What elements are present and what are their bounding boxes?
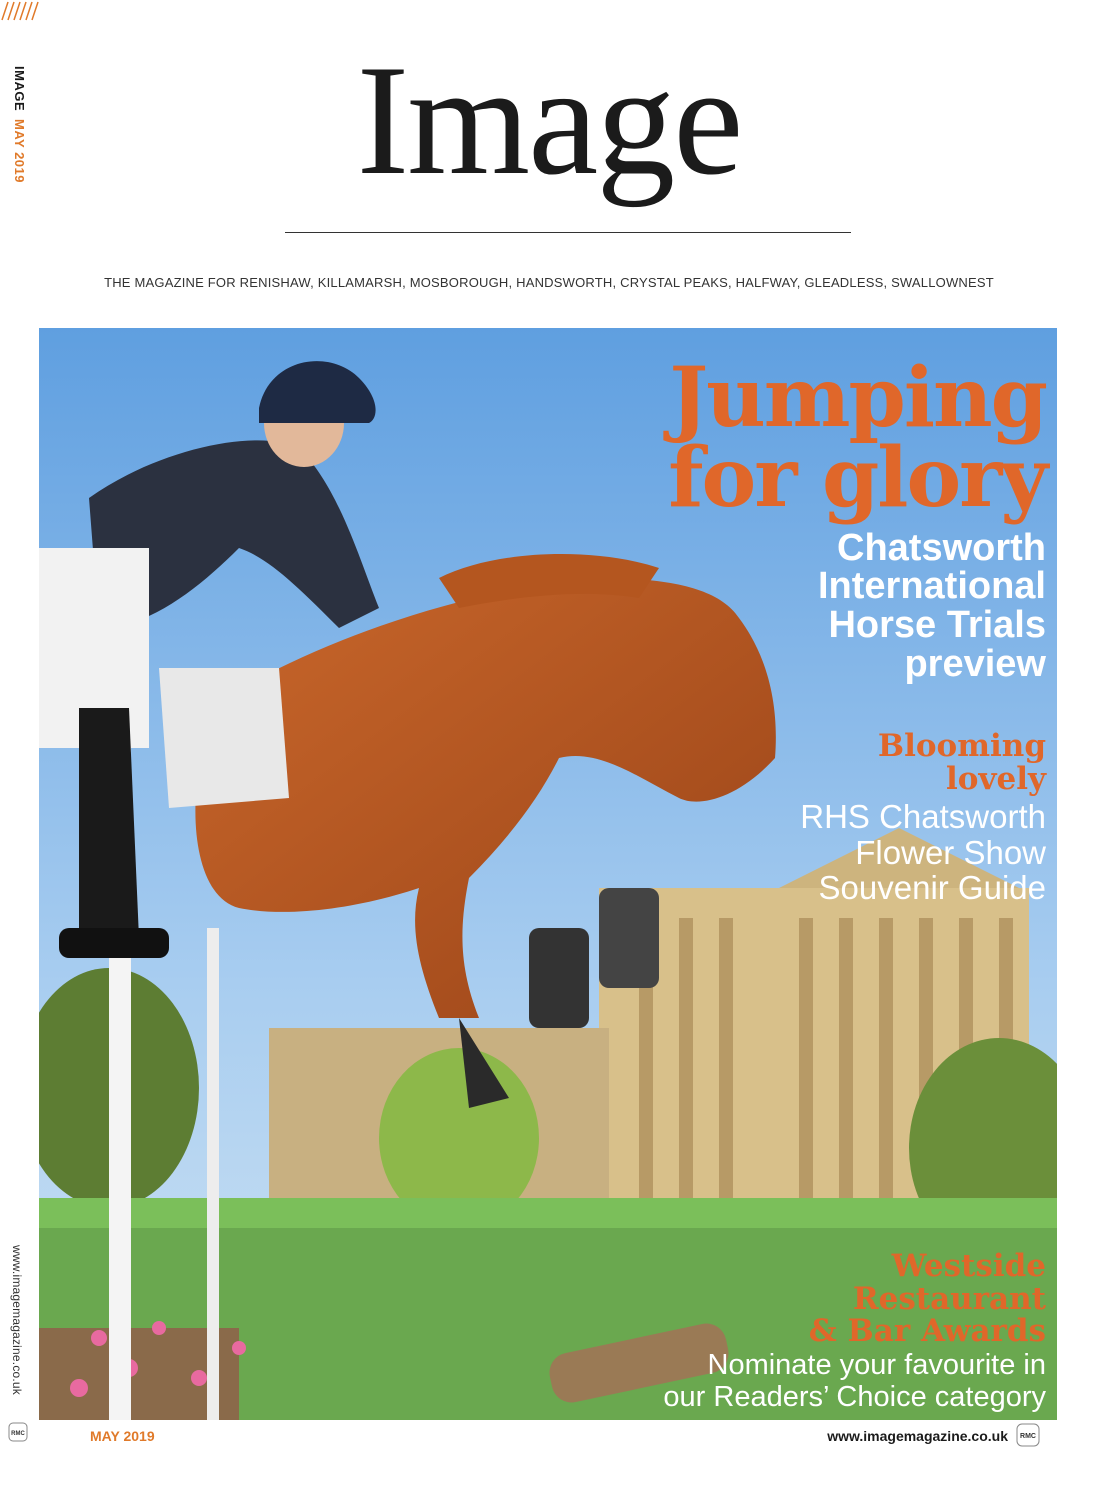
cover-main-story [486,350,1046,685]
spine-issue: MAY 2019 [12,119,27,184]
subheadline-line: preview [904,642,1046,685]
story-text [546,1350,1046,1414]
footer-issue-date: MAY 2019 [90,1428,155,1444]
story-text-line: Souvenir Guide [818,869,1046,907]
spine-brand: IMAGE [12,66,27,112]
cover-subheadline [486,526,1046,685]
cover-story-flower-show [646,730,1046,906]
story-text-line: RHS Chatsworth [800,797,1046,835]
tagline: THE MAGAZINE FOR RENISHAW, KILLAMARSH, MOSBOROUGH, HANDSWORTH, CRYSTAL PEAKS, HALFWAY, GLEADLESS, SWALLOWNEST [104,275,994,290]
story-text-line: our Readers’ Choice category [663,1380,1046,1413]
story-title-line: Westside [891,1248,1046,1284]
masthead-rule [285,232,851,233]
headline-line: Jumping [669,350,1046,446]
svg-text:RMC: RMC [11,1431,25,1437]
story-title-line: Restaurant [852,1280,1046,1317]
spine-url: www.imagemagazine.co.uk [10,1245,24,1396]
headline-line: for glory [668,430,1046,527]
publisher-logo-icon [1016,1423,1040,1447]
story-title-line: Blooming [877,728,1046,764]
subheadline-line: International [817,565,1046,608]
story-title [546,1250,1046,1348]
corner-hatch-marks [0,0,44,22]
publisher-logo-icon [8,1422,28,1442]
footer-website-link[interactable]: www.imagemagazine.co.uk [827,1428,1008,1444]
subheadline-line: Horse Trials [828,604,1046,647]
story-text-line: Nominate your favourite in [707,1348,1046,1381]
story-text-line: Flower Show [855,833,1046,871]
story-title [646,730,1046,797]
story-title-line: & Bar Awards [808,1313,1046,1350]
cover-story-awards [546,1250,1046,1413]
masthead-title: Image [356,33,742,208]
story-title-line: lovely [946,761,1046,798]
logo-text: RMC [1020,1433,1036,1440]
cover-headline [486,350,1046,527]
story-text [646,799,1046,906]
subheadline-line: Chatsworth [837,526,1046,569]
